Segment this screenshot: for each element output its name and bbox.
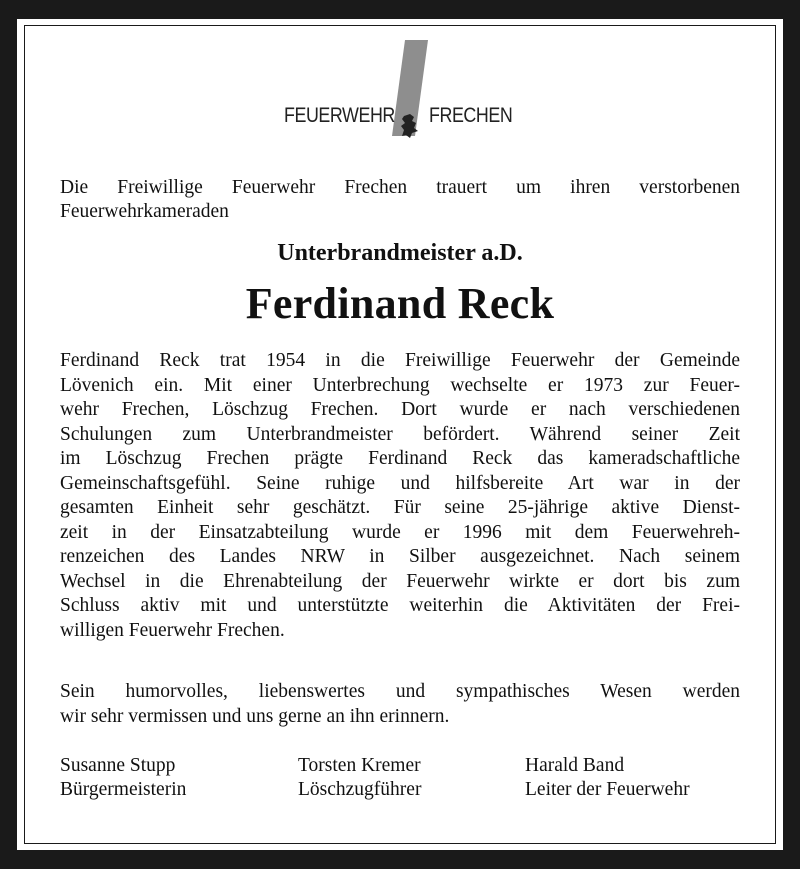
biography-paragraph [60, 349, 740, 643]
closing-line: wir sehr vermissen und uns gerne an ihn erinnern. [60, 705, 450, 727]
biography-line: im Löschzug Frechen prägte Ferdinand Reck das kameradschaftliche [60, 448, 740, 469]
signature-name: Susanne Stupp [60, 755, 176, 776]
signature-block [298, 754, 421, 802]
closing-paragraph [60, 680, 740, 729]
biography-line: renzeichen des Landes NRW in Silber ausgezeichnet. Nach seinem [60, 546, 740, 567]
signature-block [60, 754, 186, 802]
biography-line: Gemeinschaftsgefühl. Seine ruhige und hilfsbereite Art war in der [60, 472, 740, 494]
biography-line: Schulungen zum Unterbrandmeister befördert. Während seiner Zeit [60, 423, 740, 445]
signature-title: Löschzugführer [298, 779, 422, 800]
signature-title: Leiter der Feuerwehr [525, 779, 690, 800]
biography-line: Lövenich ein. Mit einer Unterbrechung wechselte er 1973 zur Feuer- [60, 374, 740, 396]
deceased-rank: Unterbrandmeister a.D. [277, 240, 523, 266]
biography-line: gesamten Einheit sehr geschätzt. Für seine 25-jährige aktive Dienst- [60, 497, 740, 518]
intro-text: Die Freiwillige Feuerwehr Frechen trauert um ihren verstorbenen Feuerwehrkameraden [60, 177, 740, 222]
feuerwehr-logo [262, 38, 542, 138]
biography-line: zeit in der Einsatzabteilung wurde er 1996 mit dem Feuerwehreh- [60, 521, 740, 543]
signature-name: Harald Band [525, 755, 625, 776]
closing-line: Sein humorvolles, liebenswertes und sympathisches Wesen werden [60, 681, 740, 702]
signature-title: Bürgermeisterin [60, 779, 187, 800]
biography-line: willigen Feuerwehr Frechen. [60, 619, 285, 641]
biography-line: wehr Frechen, Löschzug Frechen. Dort wurde er nach verschiedenen [60, 399, 740, 420]
signature-name: Torsten Kremer [298, 755, 421, 776]
biography-line: Schluss aktiv mit und unterstützte weiterhin die Aktivitäten der Frei- [60, 595, 740, 616]
logo-word-frechen: FRECHEN [429, 104, 513, 127]
deceased-name: Ferdinand Reck [245, 279, 555, 328]
biography-line: Ferdinand Reck trat 1954 in die Freiwillige Feuerwehr der Gemeinde [60, 350, 740, 371]
signature-block [525, 754, 690, 802]
biography-line: Wechsel in die Ehrenabteilung der Feuerwehr wirkte er dort bis zum [60, 570, 740, 592]
logo-word-feuerwehr: FEUERWEHR [284, 104, 395, 127]
